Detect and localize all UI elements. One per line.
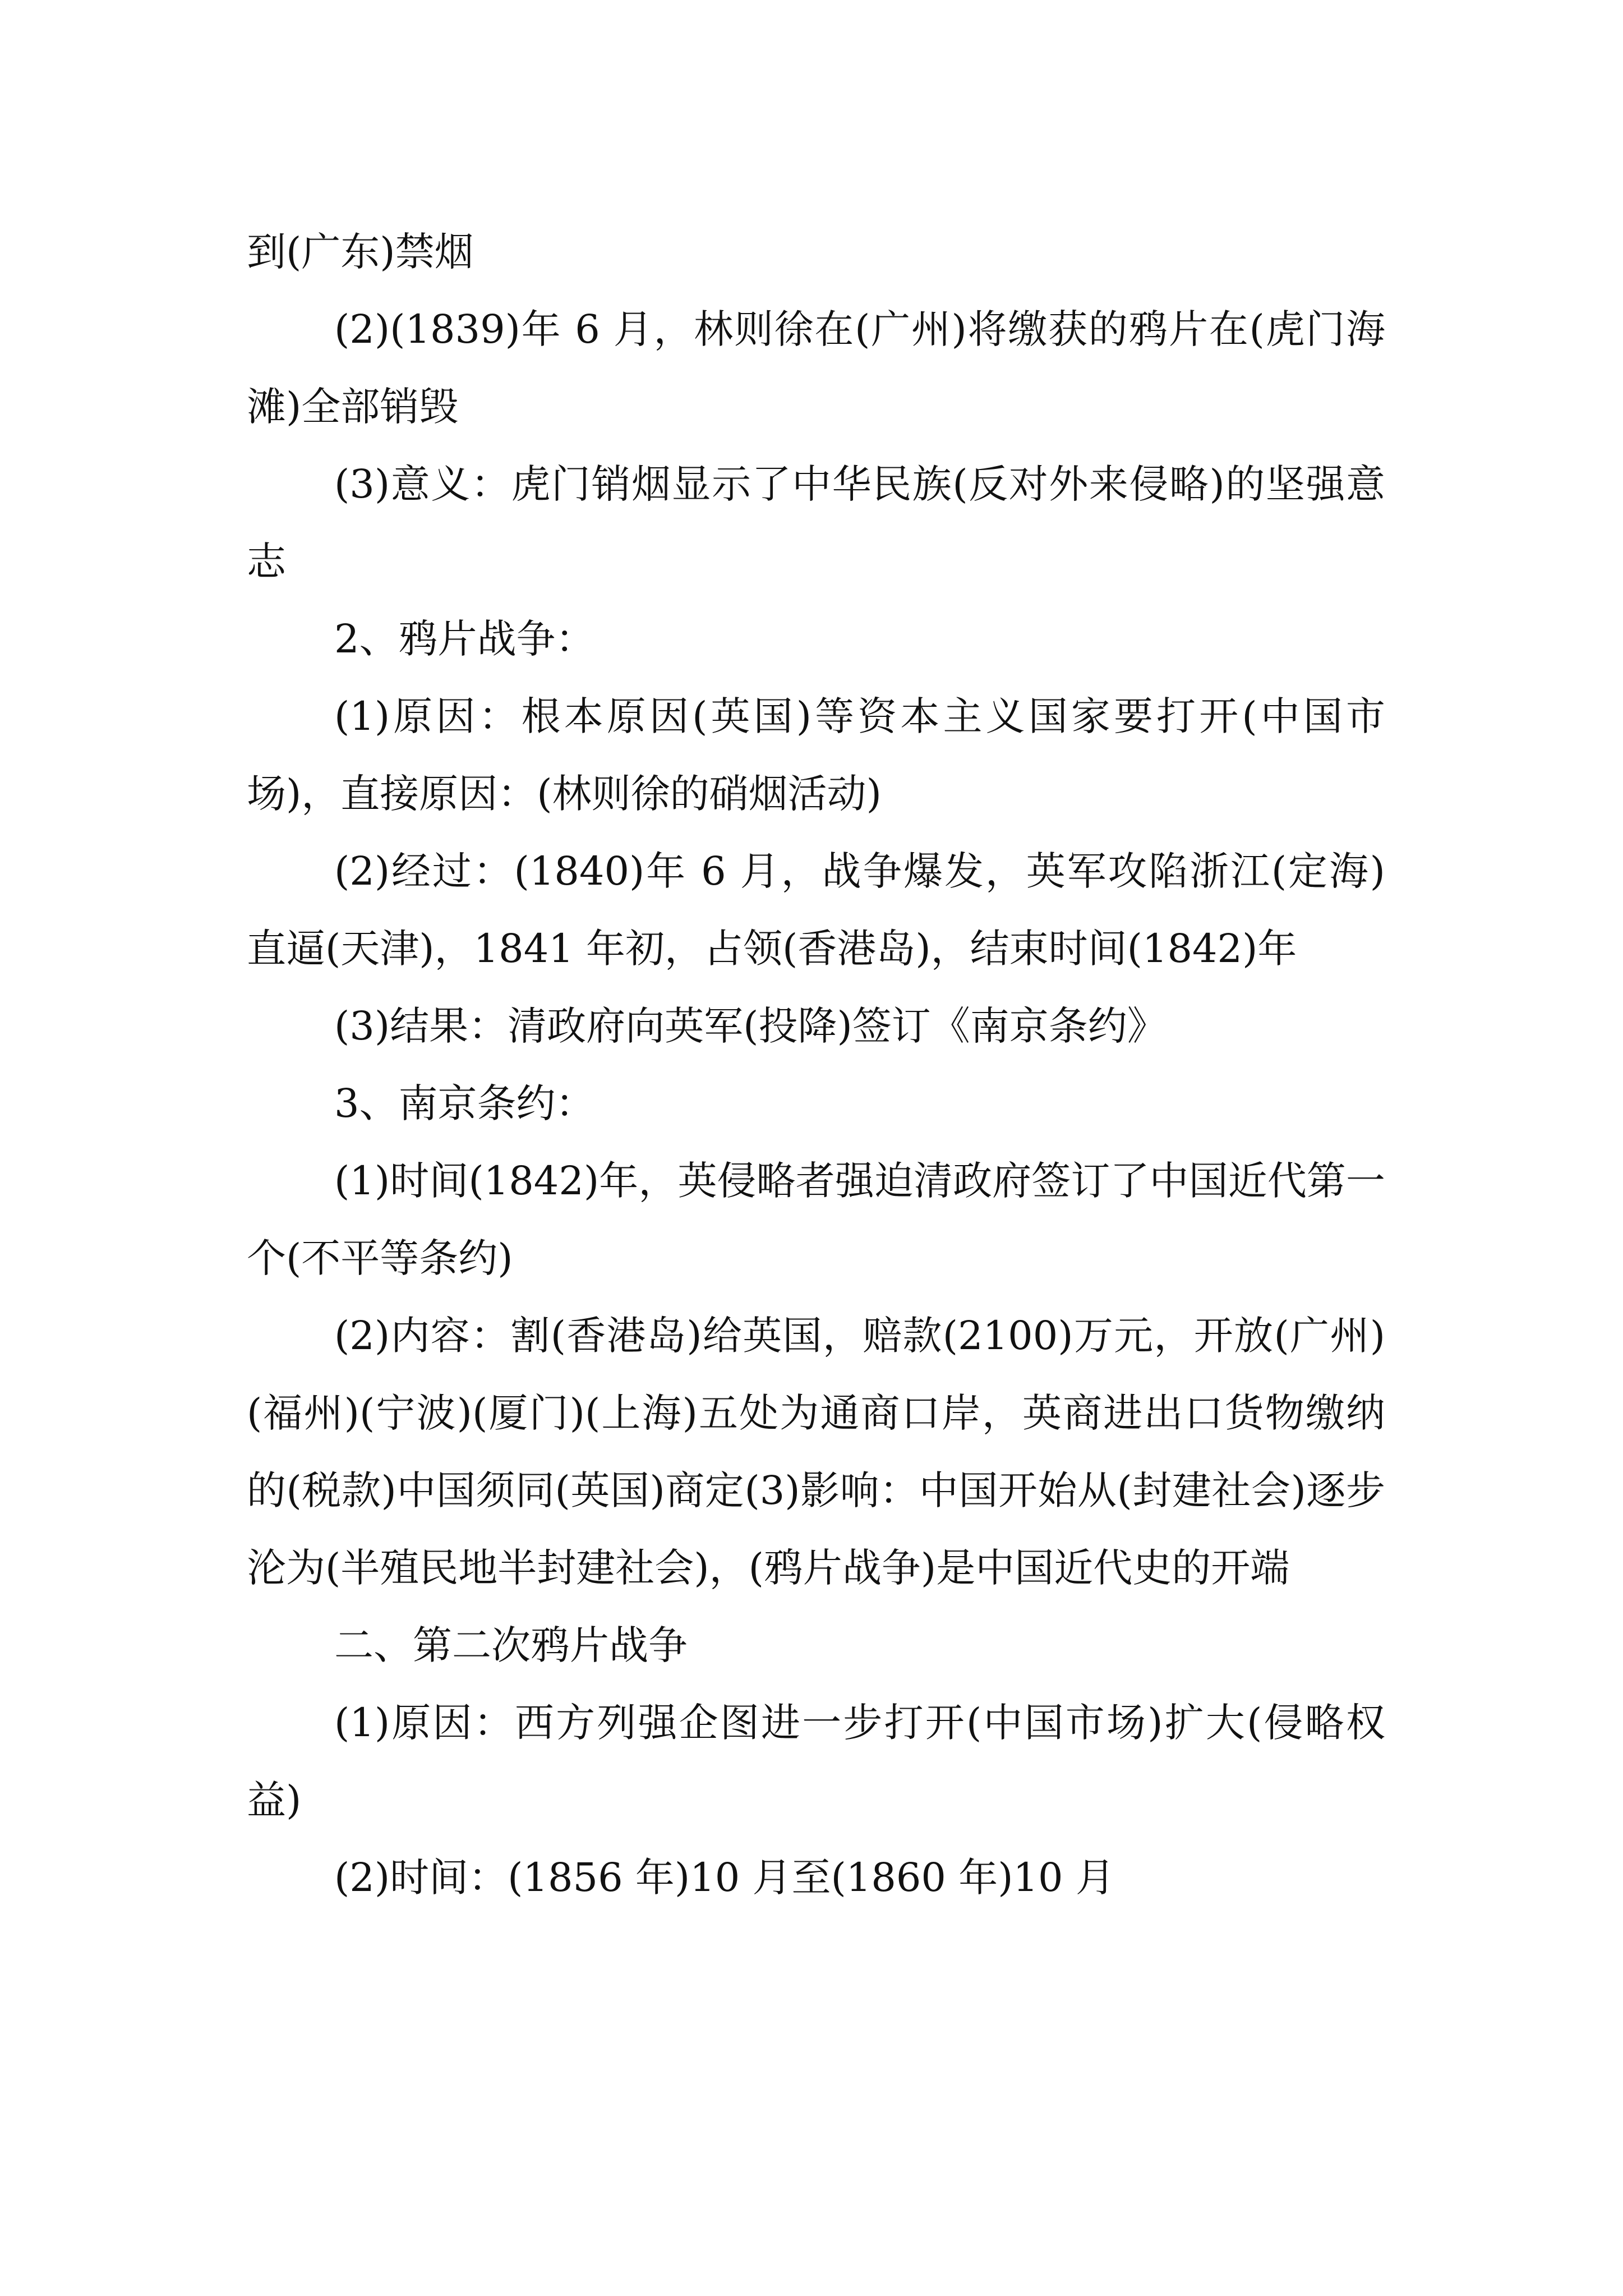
- paragraph-treaty-content: (2)内容：割(香港岛)给英国，赔款(2100)万元，开放(广州)(福州)(宁波)(厦门)(上海)五处为通商口岸，英商进出口货物缴纳的(税款)中国须同(英国)商定(3)影响：中国开始从(封建社会)逐步沦为(半殖民地半封建社会)，(鸦片战争)是中国近代史的开端: [247, 1313, 1385, 1591]
- paragraph-war-course: (2)经过：(1840)年 6 月，战争爆发，英军攻陷浙江(定海)直逼(天津)，1841 年初，占领(香港岛)，结束时间(1842)年: [247, 848, 1385, 972]
- section-heading-nanjing-treaty: 3、南京条约：: [334, 1080, 595, 1126]
- paragraph-humen-destruction: (2)(1839)年 6 月，林则徐在(广州)将缴获的鸦片在(虎门海滩)全部销毁: [247, 306, 1385, 430]
- paragraph-war-causes: (1)原因：根本原因(英国)等资本主义国家要打开(中国市场)，直接原因：(林则徐的硝烟活动): [247, 693, 1385, 817]
- paragraph-war-result: (3)结果：清政府向英军(投降)签订《南京条约》: [334, 1003, 1166, 1049]
- paragraph-continuation: 到(广东)禁烟: [247, 229, 474, 275]
- document-body: [247, 213, 1385, 1916]
- section-heading-opium-war: 2、鸦片战争：: [334, 616, 595, 662]
- paragraph-treaty-time: (1)时间(1842)年，英侵略者强迫清政府签订了中国近代第一个(不平等条约): [247, 1158, 1385, 1281]
- paragraph-second-war-time: (2)时间：(1856 年)10 月至(1860 年)10 月: [334, 1855, 1115, 1901]
- section-heading-second-opium-war: 二、第二次鸦片战争: [334, 1622, 688, 1668]
- paragraph-second-war-causes: (1)原因：西方列强企图进一步打开(中国市场)扩大(侵略权益): [247, 1700, 1385, 1823]
- paragraph-humen-significance: (3)意义：虎门销烟显示了中华民族(反对外来侵略)的坚强意志: [247, 461, 1385, 585]
